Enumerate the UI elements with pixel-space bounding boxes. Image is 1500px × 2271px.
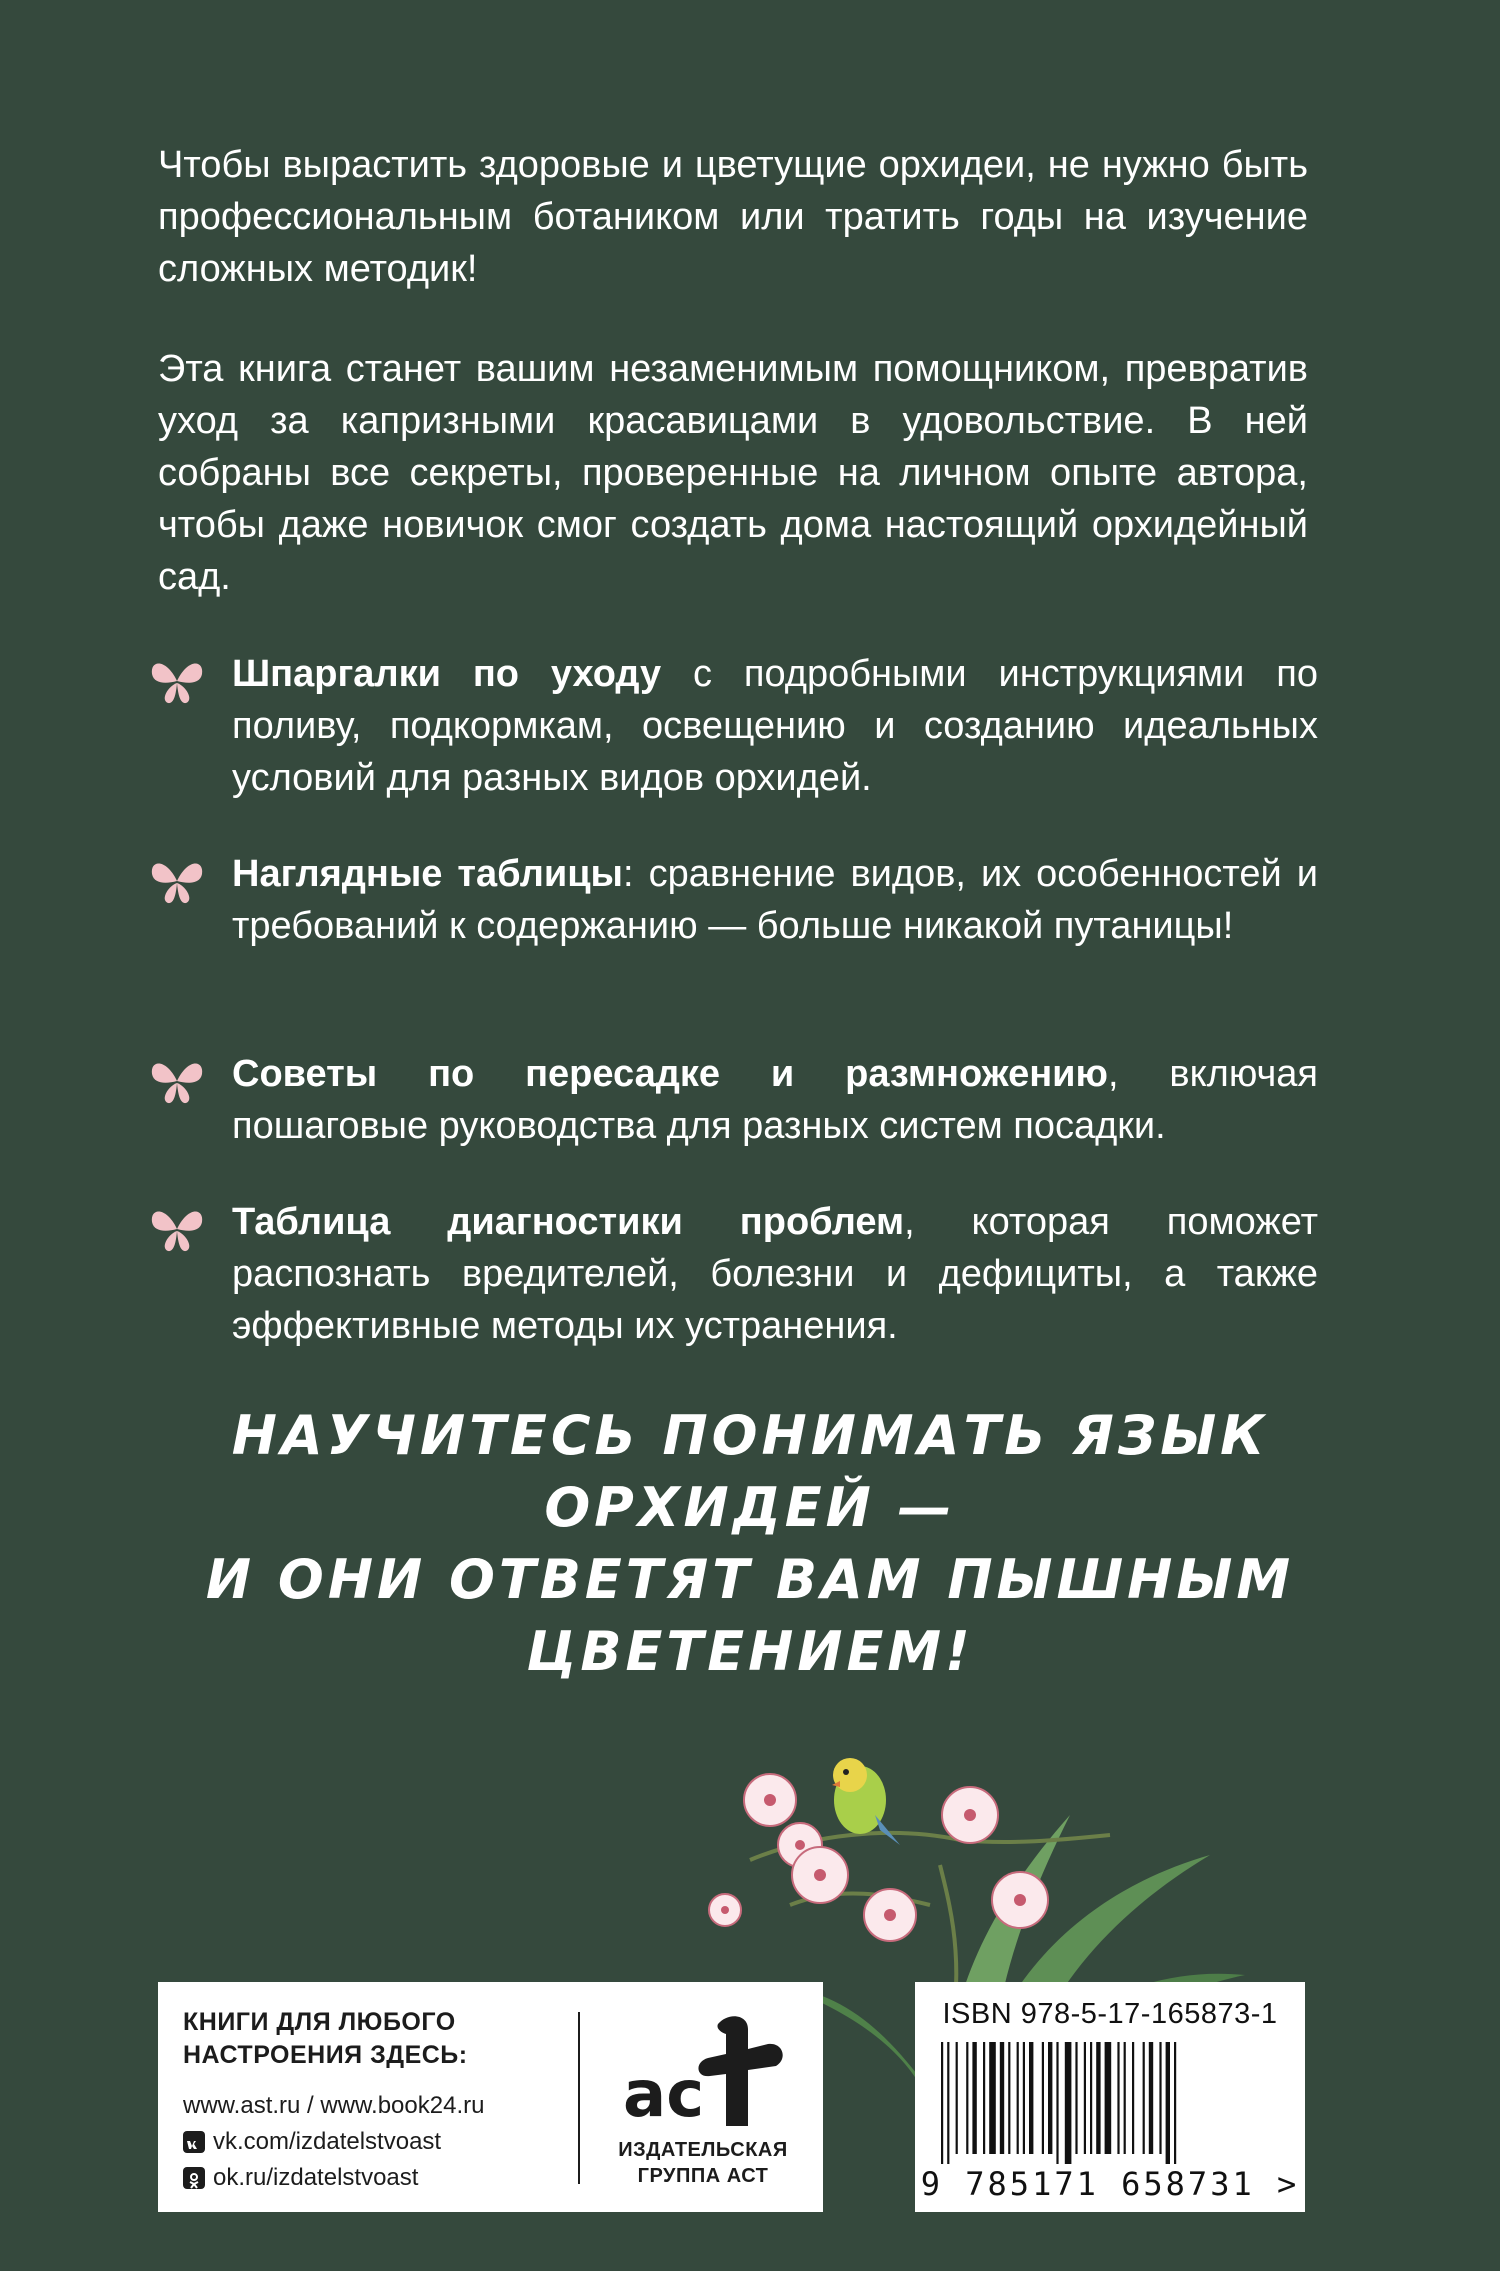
barcode-box bbox=[915, 1982, 1305, 2212]
publisher-info-box bbox=[158, 1982, 823, 2212]
barcode-bar bbox=[1174, 2042, 1176, 2164]
barcode-bar bbox=[1096, 2042, 1100, 2154]
barcode-bar bbox=[947, 2042, 949, 2164]
barcode-bar bbox=[1017, 2042, 1019, 2154]
barcode-bar bbox=[1124, 2042, 1126, 2154]
barcode-digits: 9 785171 658731 > bbox=[920, 2165, 1300, 2203]
barcode-bar bbox=[956, 2042, 958, 2154]
vk-icon bbox=[183, 2131, 205, 2153]
barcode-bar bbox=[1023, 2042, 1025, 2154]
feature-item-transplanting: Советы по пересадке и размножению, включая пошаговые руководства для разных систем посадки. bbox=[148, 1048, 1318, 1152]
butterfly-bullet-icon bbox=[148, 1056, 206, 1106]
barcode-bar bbox=[1143, 2042, 1145, 2154]
ok-link[interactable]: ok.ru/izdatelstvoast bbox=[183, 2160, 583, 2196]
barcode-bar bbox=[1029, 2042, 1033, 2154]
butterfly-bullet-icon bbox=[148, 856, 206, 906]
barcode-bar bbox=[1149, 2042, 1153, 2154]
barcode-bar bbox=[1065, 2042, 1072, 2164]
barcode-bar bbox=[1117, 2042, 1119, 2154]
barcode-bar bbox=[983, 2042, 985, 2154]
divider bbox=[578, 2012, 580, 2184]
barcode-bar bbox=[941, 2042, 943, 2164]
butterfly-bullet-icon bbox=[148, 1204, 206, 1254]
barcode-bar bbox=[1166, 2042, 1170, 2164]
barcode-bar bbox=[989, 2042, 996, 2154]
svg-text:ас: ас bbox=[623, 2058, 705, 2132]
barcode-bar bbox=[1000, 2042, 1004, 2154]
vk-link[interactable]: vk.com/izdatelstvoast bbox=[183, 2124, 583, 2160]
feature-item-diagnostics: Таблица диагностики проблем, которая поможет распознать вредителей, болезни и дефициты, а также эффективные методы их устранения. bbox=[148, 1196, 1318, 1352]
isbn-number: ISBN 978-5-17-165873-1 bbox=[942, 1998, 1278, 2030]
barcode-bar bbox=[1008, 2042, 1010, 2154]
slogan: НАУЧИТЕСЬ ПОНИМАТЬ ЯЗЫК ОРХИДЕЙ — И ОНИ ОТВЕТЯТ ВАМ ПЫШНЫМ ЦВЕТЕНИЕМ! bbox=[205, 1404, 1295, 1683]
barcode-bar bbox=[1048, 2042, 1052, 2154]
ast-caption: ИЗДАТЕЛЬСКАЯ ГРУППА АСТ bbox=[618, 2139, 788, 2187]
barcode-bar bbox=[1084, 2042, 1086, 2154]
barcode-bar bbox=[1056, 2042, 1058, 2164]
barcode-bar bbox=[1090, 2042, 1092, 2154]
intro-paragraph-2: Эта книга станет вашим незаменимым помощником, превратив уход за капризными красавицами в удовольствие. В ней собраны все секреты, проверенные на личном опыте автора, чтобы даже новичок смог создать дома настоящий орхидейный сад. bbox=[158, 348, 1308, 598]
feature-item-cheatsheets: Шпаргалки по уходу с подробными инструкциями по поливу, подкормкам, освещению и созданию идеальных условий для разных видов орхидей. bbox=[148, 648, 1318, 804]
feature-item-tables: Наглядные таблицы: сравнение видов, их особенностей и требований к содержанию — больше никакой путаницы! bbox=[148, 848, 1318, 952]
barcode-bar bbox=[1159, 2042, 1161, 2154]
barcode-bar bbox=[1075, 2042, 1077, 2154]
barcode-bar bbox=[1042, 2042, 1044, 2154]
intro-paragraph-1: Чтобы вырастить здоровые и цветущие орхидеи, не нужно быть профессиональным ботаником или тратить годы на изучение сложных методик! bbox=[158, 144, 1308, 290]
barcode-bar bbox=[972, 2042, 976, 2154]
barcode bbox=[937, 2042, 1283, 2164]
barcode-bar bbox=[1105, 2042, 1112, 2154]
ok-icon bbox=[183, 2167, 205, 2189]
website-links[interactable]: www.ast.ru / www.book24.ru bbox=[183, 2092, 485, 2119]
barcode-bar bbox=[966, 2042, 968, 2154]
barcode-bar bbox=[1132, 2042, 1134, 2154]
publisher-links: КНИГИ ДЛЯ ЛЮБОГО НАСТРОЕНИЯ ЗДЕСЬ: www.ast.ru / www.book24.ru vk.com/izdatelstvoast ok.ru/izdatelstvoast bbox=[183, 2006, 583, 2196]
butterfly-bullet-icon bbox=[148, 656, 206, 706]
